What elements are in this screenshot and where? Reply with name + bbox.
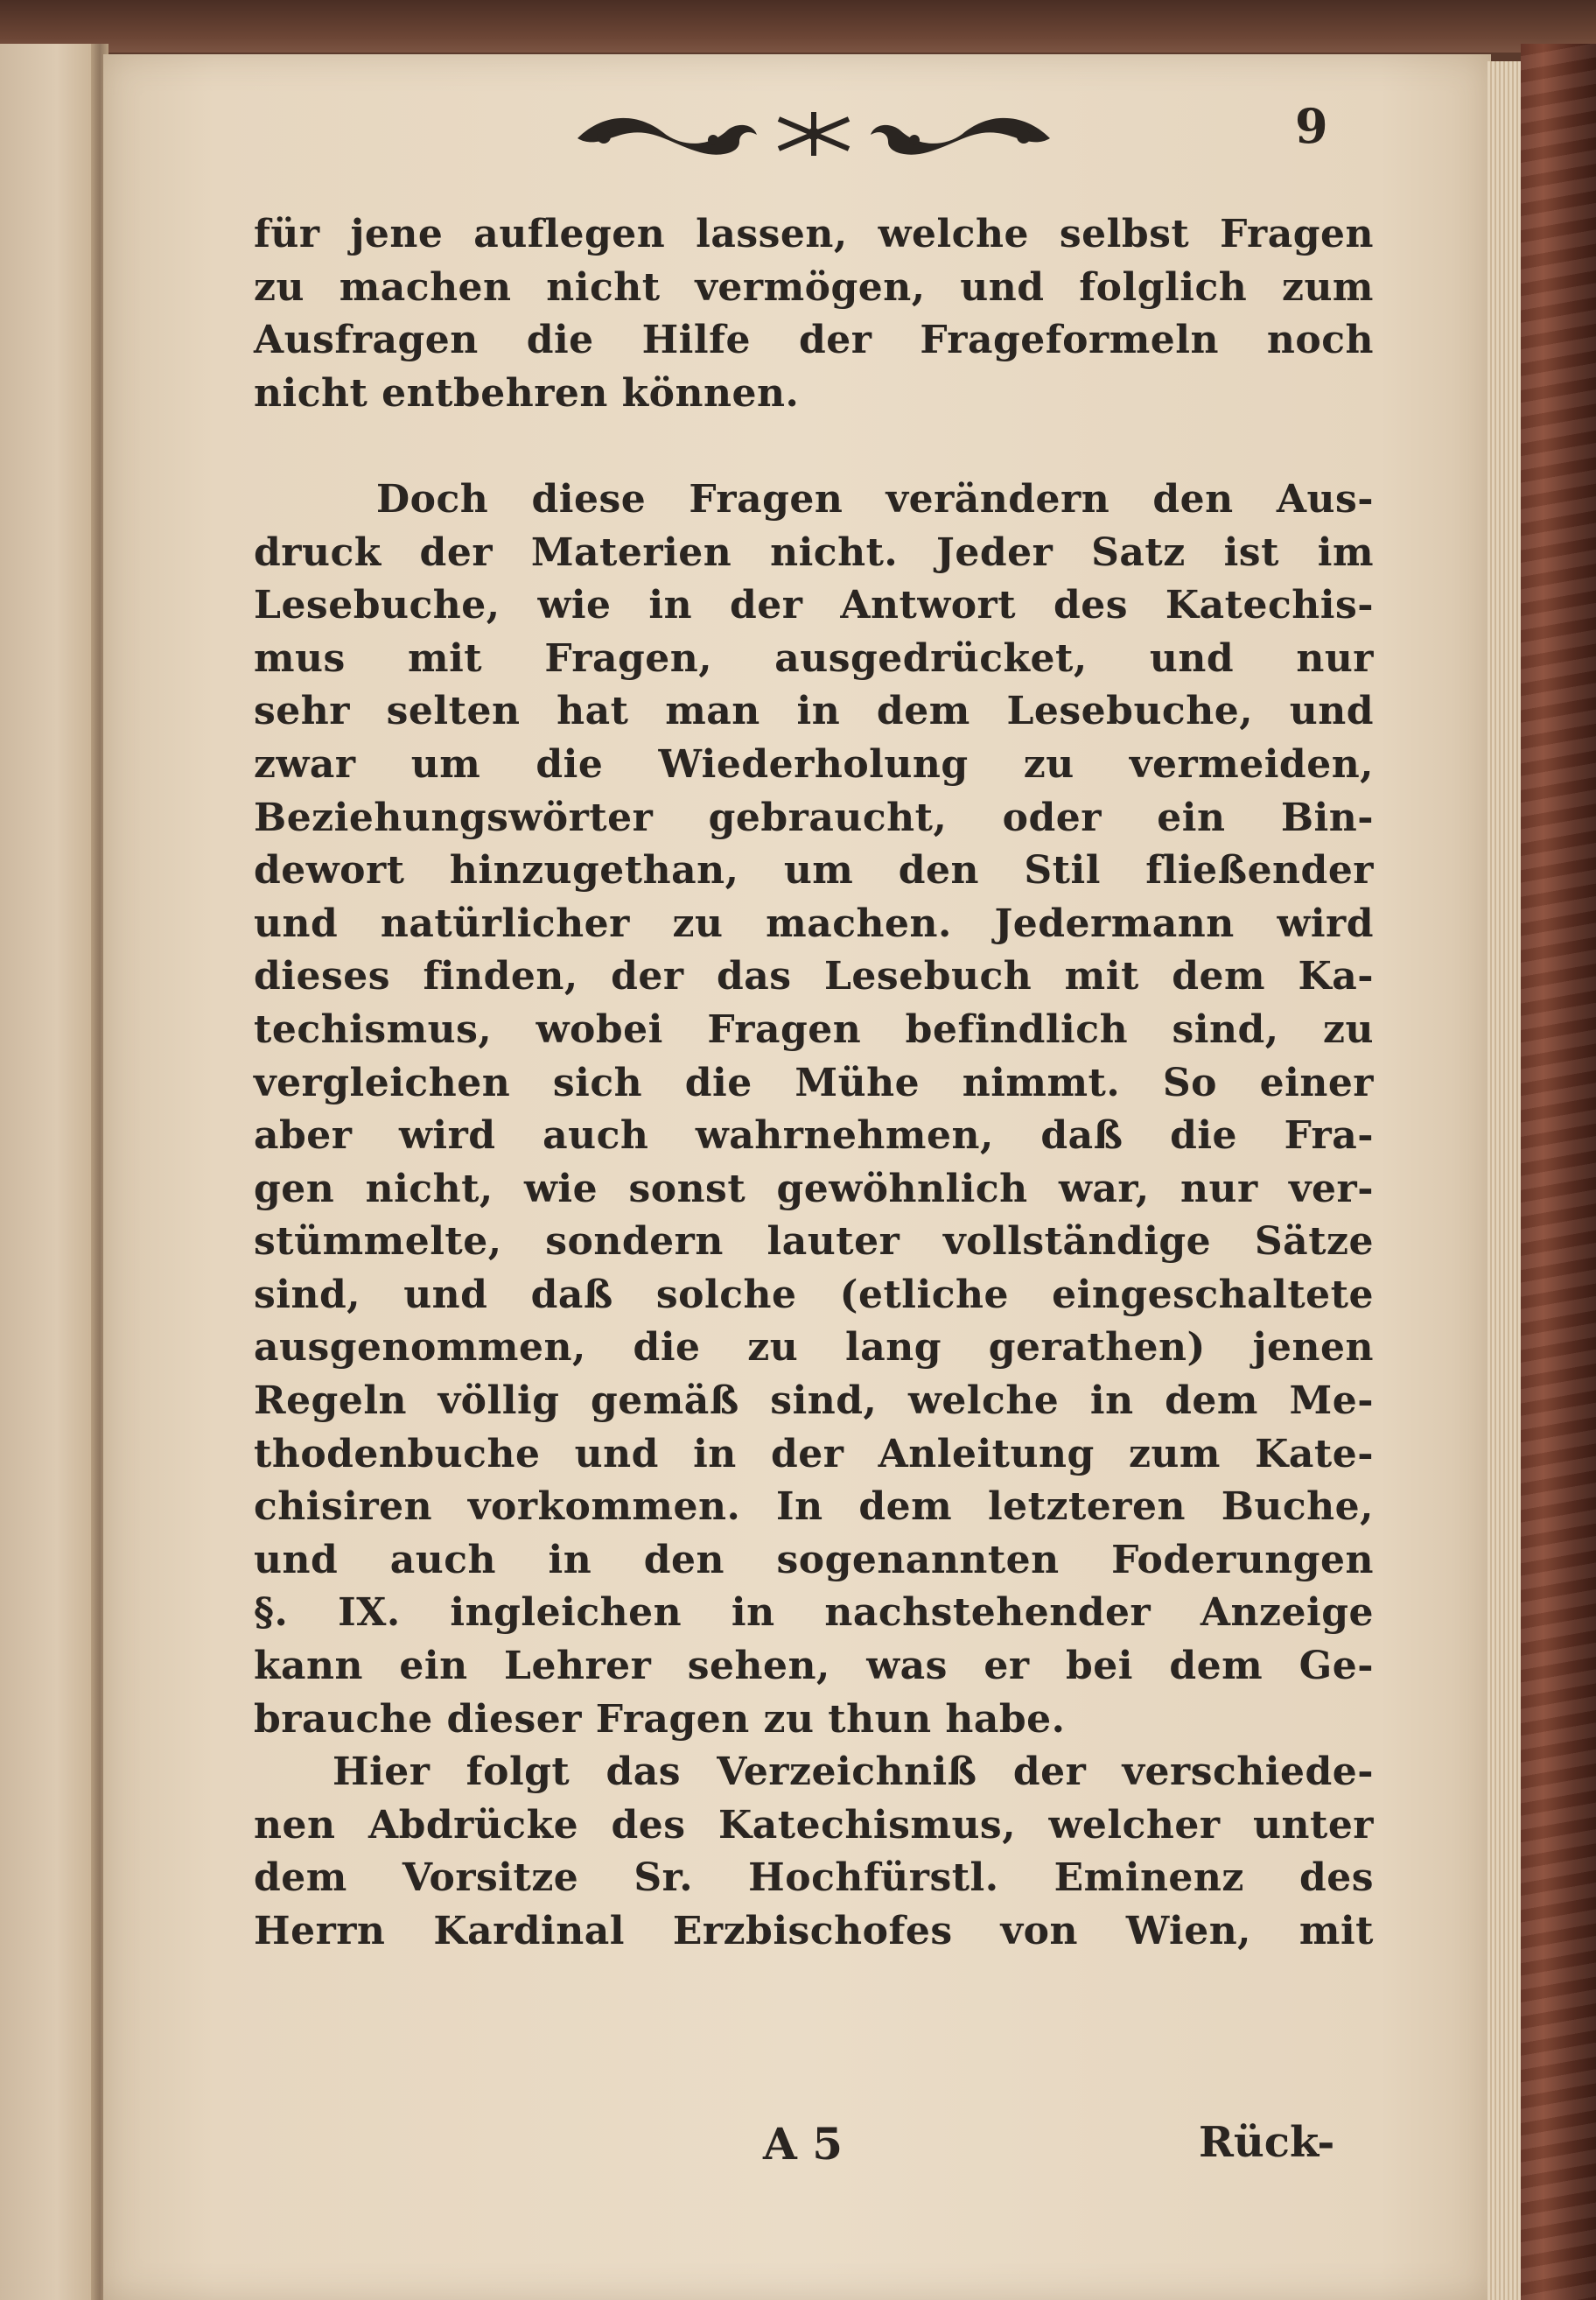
book-cover-top xyxy=(0,0,1596,53)
signature-mark: A 5 xyxy=(763,2118,843,2170)
text-line: Doch diese Fragen verändern den Aus- xyxy=(376,476,1374,522)
paragraph-gap xyxy=(254,420,1374,473)
text-line: Regeln völlig gemäß sind, welche in dem Me- xyxy=(254,1378,1374,1424)
text-line: für jene auflegen lassen, welche selbst Fragen xyxy=(254,212,1374,256)
left-page-edge xyxy=(0,44,94,2300)
catchword: Rück- xyxy=(1199,2118,1335,2167)
text-line: kann ein Lehrer sehen, was er bei dem Ge- xyxy=(254,1644,1374,1689)
text-line: mus mit Fragen, ausgedrücket, und nur xyxy=(254,635,1374,681)
text-line: dewort hinzugethan, um den Stil fließender xyxy=(254,848,1374,894)
text-line: §. IX. ingleichen in nachstehender Anzeige xyxy=(254,1590,1374,1636)
text-line: aber wird auch wahrnehmen, daß die Fra- xyxy=(254,1113,1374,1159)
text-line: und auch in den sogenannten Foderungen xyxy=(254,1537,1374,1582)
text-line: nicht entbehren können. xyxy=(254,370,800,416)
text-line: druck der Materien nicht. Jeder Satz ist im xyxy=(254,529,1374,575)
book-cover-right xyxy=(1521,44,1596,2300)
text-line: stümmelte, sondern lauter vollständige Sätze xyxy=(254,1219,1374,1265)
text-line: gen nicht, wie sonst gewöhnlich war, nur ver- xyxy=(254,1166,1374,1211)
text-line: vergleichen sich die Mühe nimmt. So einer xyxy=(254,1060,1374,1105)
text-line: Beziehungswörter gebraucht, oder ein Bin- xyxy=(254,795,1374,840)
page-body-text xyxy=(254,208,1374,1959)
text-line: brauche dieser Fragen zu thun habe. xyxy=(254,1696,1066,1742)
text-line: dieses finden, der das Lesebuch mit dem Ka- xyxy=(254,954,1374,999)
text-line: dem Vorsitze Sr. Hochfürstl. Eminenz des xyxy=(254,1855,1374,1901)
text-line: und natürlicher zu machen. Jedermann wird xyxy=(254,901,1374,946)
page-number: 9 xyxy=(1295,98,1328,154)
text-line: Ausfragen die Hilfe der Frageformeln noch xyxy=(254,318,1374,363)
text-line: thodenbuche und in der Anleitung zum Kate- xyxy=(254,1431,1374,1476)
page-fore-edge xyxy=(1488,61,1522,2300)
text-line: Herrn Kardinal Erzbischofes von Wien, mit xyxy=(254,1909,1374,1953)
text-line: chisiren vorkommen. In dem letzteren Buche, xyxy=(254,1484,1374,1530)
text-line: zu machen nicht vermögen, und folglich zum xyxy=(254,264,1374,310)
text-line: techismus, wobei Fragen befindlich sind, zu xyxy=(254,1006,1374,1052)
text-line: nen Abdrücke des Katechismus, welcher unter xyxy=(254,1802,1374,1848)
text-line: Hier folgt das Verzeichniß der verschiede- xyxy=(332,1750,1374,1795)
text-line: ausgenommen, die zu lang gerathen) jenen xyxy=(254,1325,1374,1371)
text-line: sehr selten hat man in dem Lesebuche, und xyxy=(254,689,1374,734)
text-line: sind, und daß solche (etliche eingeschaltete xyxy=(254,1272,1374,1317)
decorative-headband-ornament-icon xyxy=(569,103,1059,165)
text-line: Lesebuche, wie in der Antwort des Katechis- xyxy=(254,583,1374,628)
text-line: zwar um die Wiederholung zu vermeiden, xyxy=(254,741,1374,787)
